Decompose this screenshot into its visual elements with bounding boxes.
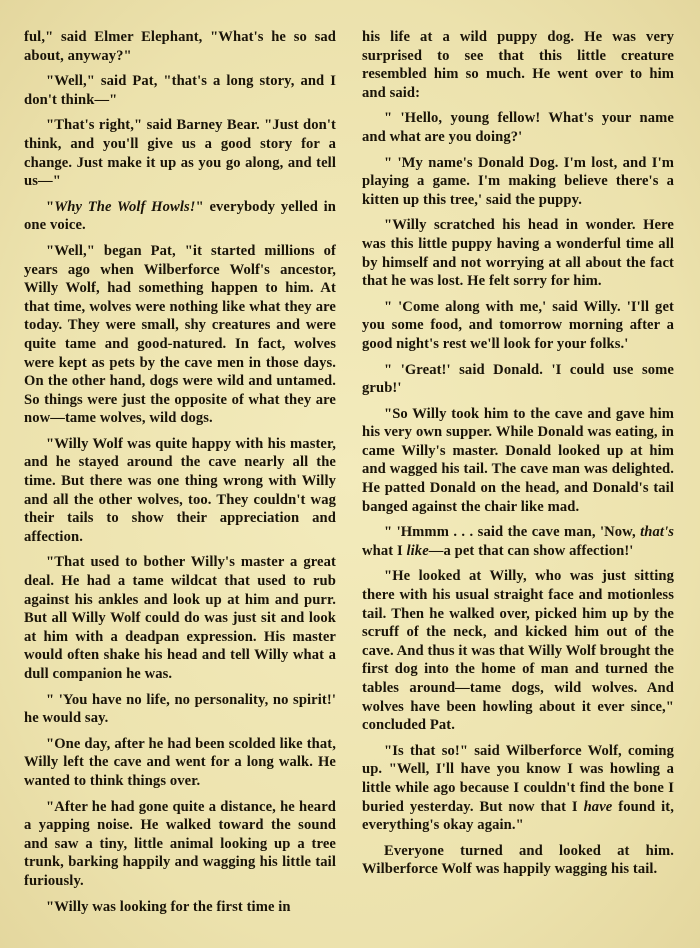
paragraph: "Willy scratched his head in wonder. Here was this little puppy having a wonderful time all by himself and not worrying at all about the fact that he was lost. He felt sorry for him.	[362, 217, 674, 290]
italic-word: have	[583, 798, 613, 815]
paragraph: " 'My name's Donald Dog. I'm lost, and I'm playing a game. I'm making believe there's a kitten up this tree,' said the puppy.	[362, 154, 674, 208]
paragraph	[362, 523, 674, 560]
paragraph: "Willy was looking for the first time in	[46, 898, 291, 915]
paragraph: " 'Hello, young fellow! What's your name and what are you doing?'	[362, 110, 674, 145]
paragraph: " 'Come along with me,' said Willy. 'I'll get you some food, and tomorrow morning after a good night's rest we'll look for your folks.'	[362, 298, 674, 352]
right-column	[362, 28, 674, 886]
paragraph: "He looked at Willy, who was just sitting there with his usual straight face and motionless tail. Then he walked over, picked him up by the scruff of the neck, and kicked him out of the cave. And thus it was that Willy Wolf brought the first dog into the home of man and turned the tables around—tame dogs, wild wolves. And wolves have been howling about it ever since," concluded Pat.	[362, 568, 674, 734]
left-column	[24, 28, 336, 923]
paragraph: "Willy Wolf was quite happy with his master, and he stayed around the cave nearly all the time. But there was one thing wrong with Willy and all the other wolves, too. They couldn't wag their tails to show their appreciation and affection.	[24, 435, 336, 545]
text-run: —a pet that can show affection!'	[428, 542, 634, 559]
text-run: " everybody yelled in one voice.	[24, 198, 336, 234]
italic-word: like	[406, 542, 429, 559]
text-run: "Is that so!" said Wilberforce Wolf, coming up. "Well, I'll have you know I was howling a little while ago because I couldn't find the bone I buried yesterday. But now that I	[362, 742, 674, 815]
paragraph: Everyone turned and looked at him. Wilberforce Wolf was happily wagging his tail.	[362, 842, 674, 878]
text-run: found it, everything's okay again."	[362, 798, 674, 834]
paragraph	[24, 198, 336, 235]
paragraph: "So Willy took him to the cave and gave him his very own supper. While Donald was eating, in came Willy's master. Donald looked up at him and wagged his tail. The cave man was delighted. He patted Donald on the head, and Donald's tail banged against the chair like mad.	[362, 405, 674, 515]
paragraph: " 'You have no life, no personality, no spirit!' he would say.	[24, 691, 336, 727]
italic-word: that's	[640, 524, 674, 541]
paragraph: ful," said Elmer Elephant, "What's he so sad about, anyway?"	[24, 29, 336, 64]
paragraph: "One day, after he had been scolded like that, Willy left the cave and went for a long walk. He wanted to think things over.	[24, 735, 336, 789]
text-run: what I	[362, 542, 407, 559]
paragraph: "Well," began Pat, "it started millions of years ago when Wilberforce Wolf's ancestor, Willy Wolf, had something happen to him. At that time, wolves were nothing like what they are today. They were small, shy creatures and were quite tame and good-natured. In fact, wolves were kept as pets by the cave men in those days. On the other hand, dogs were wild and untamed. So things were just the opposite of what they are now—tame wolves, wild dogs.	[24, 242, 336, 427]
paragraph: "Well," said Pat, "that's a long story, and I don't think—"	[24, 73, 336, 108]
paragraph: "That's right," said Barney Bear. "Just don't think, and you'll give us a good story for a change. Just make it up as you go along, and tell us—"	[24, 117, 336, 190]
text-run: " 'Hmmm . . . said the cave man, 'Now,	[384, 524, 641, 541]
paragraph: his life at a wild puppy dog. He was very surprised to see that this little creature resembled him so much. He went over to him and said:	[362, 29, 674, 101]
paragraph: "That used to bother Willy's master a great deal. He had a tame wildcat that used to rub against his ankles and look up at him and purr. But all Willy Wolf could do was just sit and look at him with a deadpan expression. His master would often shake his head and tell Willy what a dull companion he was.	[24, 554, 336, 682]
text-run: "	[46, 198, 55, 215]
paragraph	[362, 742, 674, 835]
paragraph: " 'Great!' said Donald. 'I could use some grub!'	[362, 361, 674, 397]
italic-title: Why The Wolf Howls!	[54, 198, 196, 215]
paragraph: "After he had gone quite a distance, he heard a yapping noise. He walked toward the sound and saw a tiny, little animal looking up a tree trunk, barking happily and wagging his little tail furiously.	[24, 798, 336, 889]
